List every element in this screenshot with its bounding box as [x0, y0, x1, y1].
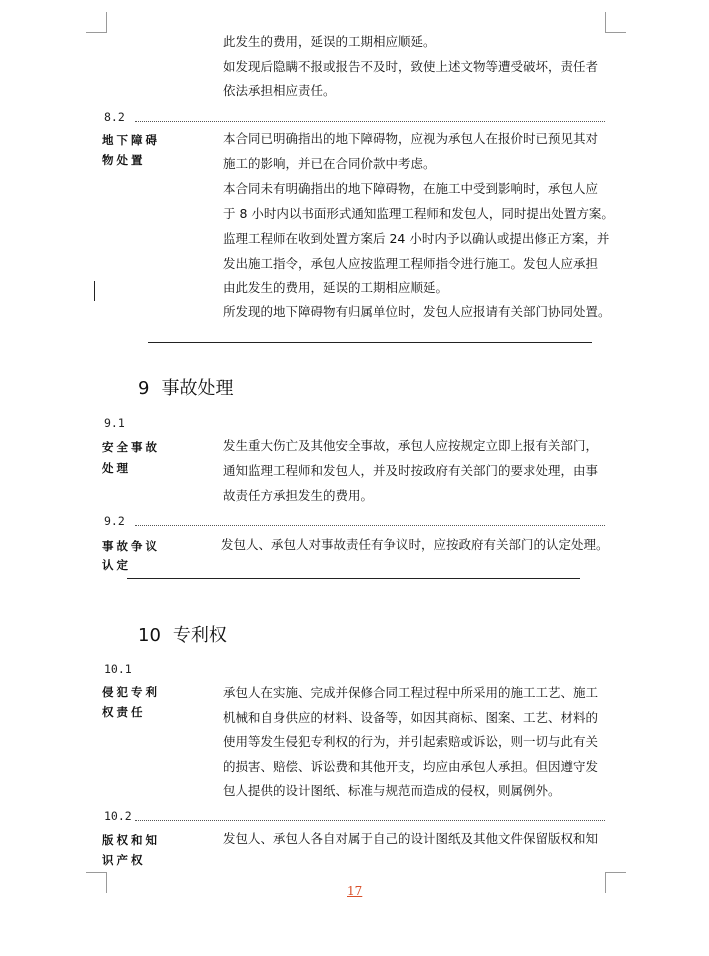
body-text-line: 通知监理工程师和发包人，并及时按政府有关部门的要求处理，由事: [223, 463, 599, 478]
body-text-line: 机械和自身供应的材料、设备等，如因其商标、图案、工艺、材料的: [223, 710, 599, 725]
body-text-line: 施工的影响，并已在合同价款中考虑。: [223, 156, 436, 171]
section-title: 事故处理: [161, 378, 234, 399]
section-number: 9: [138, 378, 150, 399]
body-text-line: 承包人在实施、完成并保修合同工程过程中所采用的施工工艺、施工: [223, 685, 599, 700]
body-text-line: 由此发生的费用，延误的工期相应顺延。: [223, 280, 449, 295]
clause-label-line: 认定: [102, 558, 131, 572]
dotted-rule: [135, 820, 605, 821]
clause-number: 10.2: [104, 809, 132, 823]
section-heading: [138, 625, 227, 647]
clause-label-line: 侵犯专利: [102, 685, 160, 699]
body-text-line: 如发现后隐瞒不报或报告不及时，致使上述文物等遭受破坏，责任者: [223, 59, 599, 74]
body-text-line: 使用等发生侵犯专利权的行为，并引起索赔或诉讼，则一切与此有关: [223, 734, 599, 749]
body-text-line: 发出施工指令，承包人应按监理工程师指令进行施工。发包人应承担: [223, 256, 599, 271]
section-number: 10: [138, 625, 161, 646]
section-title: 专利权: [172, 625, 227, 646]
crop-mark-bottom-left: [86, 872, 107, 893]
body-text-line: 此发生的费用，延误的工期相应顺延。: [223, 34, 436, 49]
clause-label-line: 处理: [102, 461, 131, 475]
dotted-rule: [135, 525, 605, 526]
crop-mark-top-right: [605, 12, 626, 33]
clause-label-line: 版权和知: [102, 833, 160, 847]
body-text-line: 包人提供的设计图纸、标准与规范而造成的侵权，则属例外。: [223, 783, 561, 798]
body-text-line: 的损害、赔偿、诉讼费和其他开支，均应由承包人承担。但因遵守发: [223, 759, 599, 774]
section-separator: [127, 578, 580, 579]
clause-label-line: 安全事故: [102, 440, 160, 454]
body-text-line: 所发现的地下障碍物有归属单位时，发包人应报请有关部门协同处置。: [223, 304, 611, 319]
clause-number: 8.2: [104, 110, 125, 124]
section-separator: [148, 342, 592, 343]
body-text-line: 于 8 小时内以书面形式通知监理工程师和发包人，同时提出处置方案。: [223, 206, 614, 221]
body-text-line: 发包人、承包人对事故责任有争议时，应按政府有关部门的认定处理。: [221, 537, 609, 552]
text-cursor: [94, 281, 95, 301]
clause-number: 9.2: [104, 514, 125, 528]
body-text-line: 本合同已明确指出的地下障碍物，应视为承包人在报价时已预见其对: [223, 131, 599, 146]
clause-label-line: 权责任: [102, 705, 146, 719]
clause-label-line: 物处置: [102, 153, 146, 167]
clause-label-line: 识产权: [102, 853, 146, 867]
clause-label-line: 地下障碍: [102, 133, 160, 147]
body-text-line: 监理工程师在收到处置方案后 24 小时内予以确认或提出修正方案，并: [223, 231, 610, 246]
section-heading: [138, 378, 233, 400]
body-text-line: 发生重大伤亡及其他安全事故，承包人应按规定立即上报有关部门，: [223, 438, 599, 453]
clause-label-line: 事故争议: [102, 539, 160, 553]
body-text-line: 故责任方承担发生的费用。: [223, 488, 374, 503]
body-text-line: 依法承担相应责任。: [223, 83, 336, 98]
body-text-line: 发包人、承包人各自对属于自己的设计图纸及其他文件保留版权和知: [223, 831, 599, 846]
crop-mark-top-left: [86, 12, 107, 33]
clause-number: 9.1: [104, 416, 125, 430]
body-text-line: 本合同未有明确指出的地下障碍物，在施工中受到影响时，承包人应: [223, 181, 599, 196]
crop-mark-bottom-right: [605, 872, 626, 893]
page-number: 17: [347, 884, 363, 898]
dotted-rule: [135, 121, 605, 122]
clause-number: 10.1: [104, 662, 132, 676]
